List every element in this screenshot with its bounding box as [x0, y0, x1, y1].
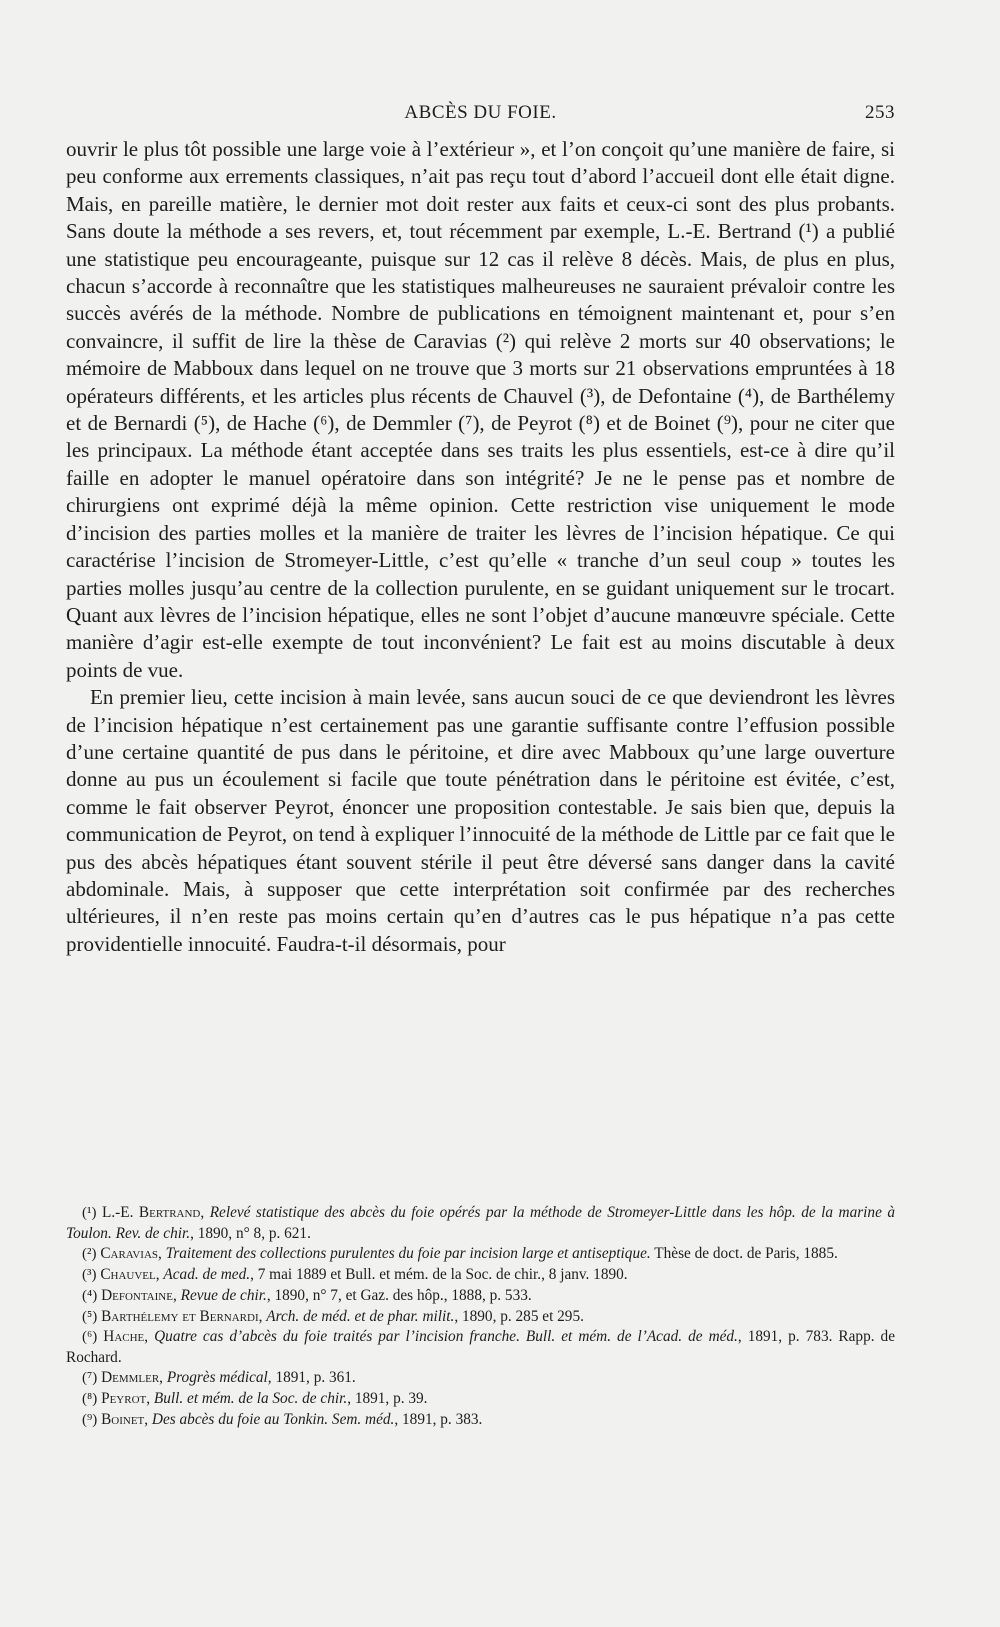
footnote-details: , 1890, p. 285 et 295. — [454, 1307, 584, 1325]
paragraph: En premier lieu, cette incision à main levée, sans aucun souci de ce que deviendront les lèvres de l’incision hépatique n’est certainement pas une garantie suffisante contre l’effusion possible d’une certaine quantité de pus dans le péritoine, et dire avec Mabboux qu’une large ouverture donne au pus un écoulement si facile que toute pénétration dans le péritoine est évitée, c’est, comme le fait observer Peyrot, énoncer une proposition contestable. Je sais bien que, depuis la communication de Peyrot, on tend à expliquer l’innocuité de la méthode de Little par ce fait que le pus des abcès hépatiques étant souvent stérile il peut être déversé sans danger dans la cavité abdominale. Mais, à supposer que cette interprétation soit confirmée par des recherches ultérieures, il n’en reste pas moins certain qu’en d’autres cas le pus hépatique n’a pas cette providentielle innocuité. Faudra-t-il désormais, pour — [66, 685, 895, 956]
footnote-details: , 1891, p. 361. — [267, 1369, 356, 1387]
footnote — [66, 1265, 895, 1286]
footnote-number: (⁴) — [82, 1287, 98, 1304]
footnote — [66, 1307, 895, 1328]
footnote-author: Chauvel, — [100, 1265, 160, 1283]
footnote-details: , 1891, p. 383. — [394, 1411, 483, 1429]
footnote — [66, 1410, 895, 1431]
footnote-number: (⁷) — [82, 1370, 98, 1387]
footnote-number: (³) — [82, 1266, 97, 1283]
footnote-number: (⁵) — [82, 1308, 98, 1325]
footnote-author: Caravias, — [100, 1244, 162, 1262]
footnotes — [66, 1203, 895, 1431]
page-header — [66, 102, 895, 126]
footnote-author: Defontaine, — [101, 1286, 177, 1304]
footnote — [66, 1203, 895, 1244]
paragraph: ouvrir le plus tôt possible une large voie à l’extérieur », et l’on conçoit qu’une manière de faire, si peu conforme aux errements classiques, n’ait pas reçu tout d’abord l’accueil dont elle était digne. Mais, en pareille matière, le dernier mot doit rester aux faits et ceux-ci sont des plus probants. Sans doute la méthode a ses revers, et, tout récemment par exemple, L.-E. Bertrand (¹) a publié une statistique peu encourageante, puisque sur 12 cas il relève 8 décès. Mais, de plus en plus, chacun s’accorde à reconnaître que les statistiques malheureuses ne sauraient prévaloir contre les succès avérés de la méthode. Nombre de publications en témoignent maintenant et, pour s’en convaincre, il suffit de lire la thèse de Caravias (²) qui relève 2 morts sur 40 observations; le mémoire de Mabboux dans lequel on ne trouve que 3 morts sur 21 observations empruntées à 18 opérateurs différents, et les articles plus récents de Chauvel (³), de Defontaine (⁴), de Barthélemy et de Bernardi (⁵), de Hache (⁶), de Demmler (⁷), de Peyrot (⁸) et de Boinet (⁹), pour ne citer que les principaux. La méthode étant acceptée dans ses traits les plus essentiels, est-ce à dire qu’il faille en adopter le manuel opératoire dans son intégrité? Je ne le pense pas et nombre de chirurgiens ont exprimé déjà la même opinion. Cette restriction vise uniquement le mode d’incision des parties molles et la manière de traiter les lèvres de l’incision hépatique. Ce qui caractérise l’incision de Stromeyer-Little, c’est qu’elle « tranche d’un seul coup » toutes les parties molles jusqu’au centre de la collection purulente, en se guidant uniquement sur le trocart. Quant aux lèvres de l’incision hépatique, elles ne sont l’objet d’aucune manœuvre spéciale. Cette manière d’agir est-elle exempte de tout inconvénient? Le fait est au moins discutable à deux points de vue. — [66, 137, 895, 682]
footnote-details: , 7 mai 1889 et Bull. et mém. de la Soc. de chir., 8 janv. 1890. — [250, 1265, 628, 1283]
footnote-details: , 1890, n° 7, et Gaz. des hôp., 1888, p. 533. — [266, 1286, 532, 1304]
footnote — [66, 1327, 895, 1368]
footnote-title: Bull. et mém. de la Soc. de chir. — [153, 1390, 348, 1408]
body-text — [66, 136, 895, 958]
footnote-author: Peyrot, — [101, 1390, 151, 1408]
footnote-details: Thèse de doct. de Paris, 1885. — [650, 1244, 838, 1262]
footnote-author: Boinet, — [101, 1411, 149, 1429]
footnote-title: Progrès médical — [166, 1369, 268, 1387]
footnote-details: , 1890, n° 8, p. 621. — [190, 1224, 311, 1242]
footnote-author: Hache, — [103, 1328, 149, 1346]
footnote-title: Quatre cas d’abcès du foie traités par l’incision franche. Bull. et mém. de l’Acad. de méd. — [154, 1328, 738, 1346]
footnote — [66, 1286, 895, 1307]
footnote-title: Revue de chir. — [180, 1286, 267, 1304]
footnote-number: (⁸) — [82, 1391, 98, 1408]
footnote-details: , 1891, p. 39. — [347, 1390, 428, 1408]
footnote-number: (¹) — [82, 1205, 97, 1221]
footnote-author: L.-E. Bertrand, — [101, 1204, 205, 1221]
footnote — [66, 1368, 895, 1389]
footnote-number: (⁹) — [82, 1412, 98, 1429]
footnote-title: Relevé statistique des abcès du foie opérés par la méthode de Stromeyer-Little dans les hôp. de la marine à Toulon. Rev. de chir. — [66, 1204, 895, 1242]
footnote-details: , 1891, p. 783. Rapp. de Rochard. — [66, 1328, 895, 1367]
footnote-title: Acad. de med. — [163, 1265, 251, 1283]
page-number: 253 — [865, 102, 895, 123]
footnote-number: (²) — [82, 1245, 97, 1262]
footnote-author: Barthélemy et Bernardi, — [101, 1307, 263, 1325]
footnote-number: (⁶) — [82, 1329, 98, 1346]
footnote-title: Des abcès du foie au Tonkin. Sem. méd. — [151, 1411, 395, 1429]
footnote — [66, 1244, 895, 1265]
footnote-title: Traitement des collections purulentes du foie par incision large et antiseptique. — [165, 1244, 651, 1262]
footnote-title: Arch. de méd. et de phar. milit. — [266, 1307, 455, 1325]
footnote — [66, 1389, 895, 1410]
running-title: ABCÈS DU FOIE. — [404, 102, 557, 123]
footnote-author: Demmler, — [101, 1369, 163, 1387]
